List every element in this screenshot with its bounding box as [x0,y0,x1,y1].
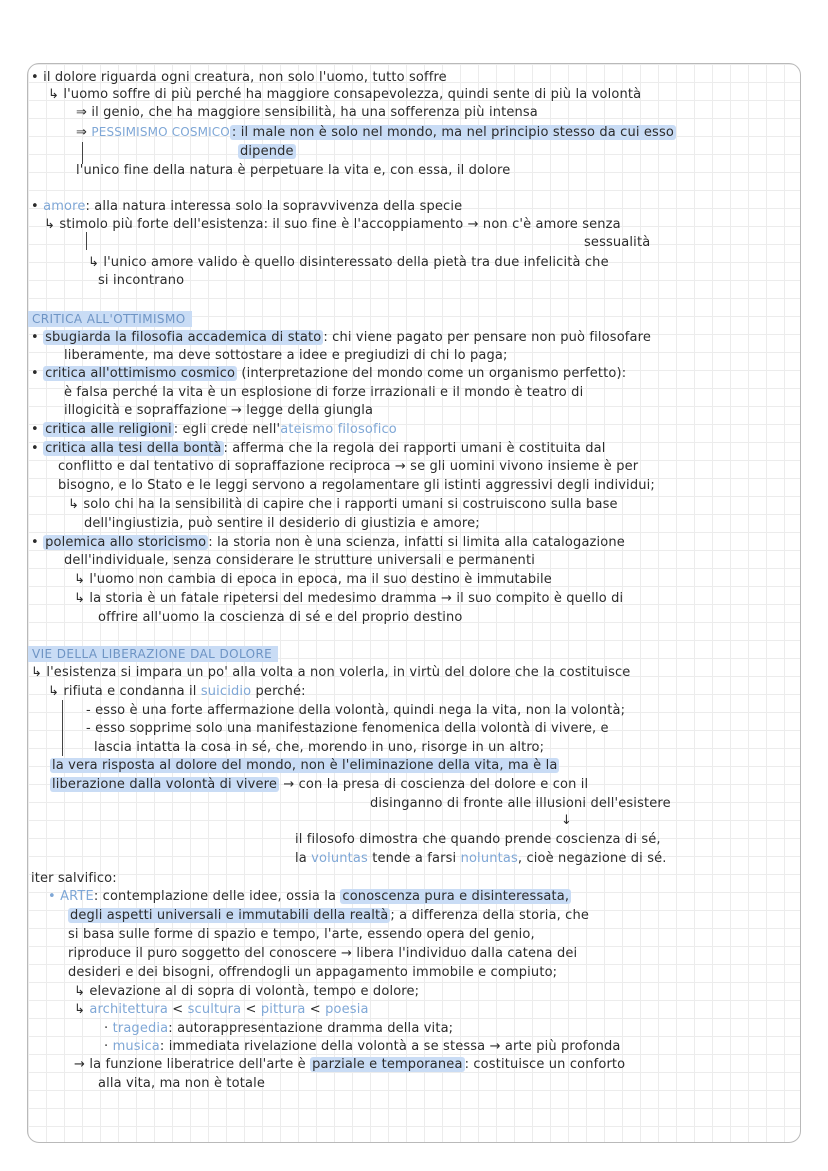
note-line: liberamente, ma deve sottostare a idee e pregiudizi di chi lo paga; [64,348,508,363]
note-line: • amore: alla natura interessa solo la sopravvivenza della specie [31,199,463,214]
note-line: il filosofo dimostra che quando prende coscienza di sé, [295,832,661,847]
note-line: si incontrano [98,273,185,288]
note-line: desideri e dei bisogni, offrendogli un appagamento immobile e compiuto; [68,965,558,980]
notes-page [27,63,801,1143]
note-line: sessualità [584,235,651,250]
highlight: sbugiarda la filosofia accademica di stato [45,330,322,345]
note-line: • critica alla tesi della bontà : afferma che la regola dei rapporti umani è costituita dal [31,441,606,456]
highlight: polemica allo storicismo [45,535,207,550]
term-tragedia: tragedia [112,1021,169,1036]
note-line: disinganno di fronte alle illusioni dell'esistere [370,796,671,811]
note-line: • sbugiarda la filosofia accademica di stato : chi viene pagato per pensare non può filosofare [31,330,651,345]
note-line: degli aspetti universali e immutabili della realtà ; a differenza della storia, che [70,908,589,923]
note-line: alla vita, ma non è totale [98,1076,266,1091]
highlight: conoscenza pura e disinteressata, [342,889,570,904]
note-line: ↳ l'uomo non cambia di epoca in epoca, ma il suo destino è immutabile [74,572,552,587]
note-line: ⇒ il genio, che ha maggiore sensibilità, ha una sofferenza più intensa [76,105,538,120]
note-line: illogicità e sopraffazione → legge della giungla [64,403,374,418]
term-architettura: architettura [89,1002,168,1017]
term-pessimismo: PESSIMISMO COSMICO [91,125,230,139]
note-line: ↳ rifiuta e condanna il suicidio perché: [48,684,306,699]
note-line: • il dolore riguarda ogni creatura, non solo l'uomo, tutto soffre [31,70,447,85]
note-line: • polemica allo storicismo : la storia non è una scienza, infatti si limita alla catalogazione [31,535,625,550]
note-line: - esso è una forte affermazione della volontà, quindi nega la vita, non la volontà; [86,703,626,718]
note-line: bisogno, e lo Stato e le leggi servono a regolamentare gli istinti aggressivi degli individui; [58,478,655,493]
highlight: dipende [240,144,294,159]
note-line: • ARTE: contemplazione delle idee, ossia la conoscenza pura e disinteressata, [48,889,570,904]
note-line: ↳ l'uomo soffre di più perché ha maggiore consapevolezza, quindi sente di più la volontà [48,87,642,102]
section-title: iter salvifico: [31,871,117,886]
note-line: ↳ l'esistenza si impara un po' alla volta a non volerla, in virtù del dolore che la costituisce [31,665,631,680]
term-pittura: pittura [260,1002,306,1017]
note-line: è falsa perché la vita è un esplosione di forze irrazionali e il mondo è teatro di [64,385,584,400]
heading-critica: CRITICA ALL'OTTIMISMO [27,311,192,327]
arrow-line [86,232,87,250]
note-line: - esso sopprime solo una manifestazione fenomenica della volontà di vivere, e [86,721,609,736]
note-line: la voluntas tende a farsi noluntas, cioè negazione di sé. [295,851,667,866]
note-line: ↳ stimolo più forte dell'esistenza: il suo fine è l'accoppiamento → non c'è amore senza [44,217,621,232]
note-line: ↳ l'unico amore valido è quello disinteressato della pietà tra due infelicità che [88,255,609,270]
note-line: • critica alle religioni : egli crede nell'ateismo filosofico [31,422,397,437]
highlight: parziale e temporanea [312,1057,463,1072]
note-line: si basa sulle forme di spazio e tempo, l'arte, essendo opera del genio, [68,927,535,942]
note-line: · musica: immediata rivelazione della volontà a se stessa → arte più profonda [104,1039,621,1054]
highlight: : il male non è solo nel mondo, ma nel principio stesso da cui esso [231,125,675,140]
note-line: lascia intatta la cosa in sé, che, morendo in uno, risorge in un altro; [94,740,545,755]
heading-vie-liberazione: VIE DELLA LIBERAZIONE DAL DOLORE [27,646,278,662]
note-line: conflitto e dal tentativo di sopraffazione reciproca → se gli uomini vivono insieme è per [58,459,639,474]
highlight: critica alle religioni [45,422,172,437]
term-poesia: poesia [325,1002,369,1017]
note-line [76,124,676,141]
highlight: critica alla tesi della bontà [45,441,222,456]
arrow: ⇒ [76,125,92,140]
down-arrow-line [62,700,63,756]
term-arte: • ARTE [48,889,94,904]
term-musica: musica [112,1039,160,1054]
term-noluntas: noluntas [460,851,518,866]
note-line: ↳ elevazione al di sopra di volontà, tempo e dolore; [74,984,420,999]
note-line: • critica all'ottimismo cosmico (interpretazione del mondo come un organismo perfetto): [31,366,627,381]
down-arrow: ↓ [561,813,573,828]
highlight: la vera risposta al dolore del mondo, non è l'eliminazione della vita, ma è la [52,758,558,773]
note-line: ↳ la storia è un fatale ripetersi del medesimo dramma → il suo compito è quello di [74,591,624,606]
term-scultura: scultura [187,1002,242,1017]
note-line: riproduce il puro soggetto del conoscere → libera l'individuo dalla catena dei [68,946,578,961]
note-line: ↳ architettura < scultura < pittura < poesia [74,1002,369,1017]
note-line: offrire all'uomo la coscienza di sé e del proprio destino [98,610,463,625]
highlight: degli aspetti universali e immutabili della realtà [70,908,389,923]
down-arrow-line [82,142,83,164]
term-amore: amore [43,199,86,214]
term-ateismo: ateismo filosofico [280,422,397,437]
note-line: liberazione dalla volontà di vivere → con la presa di coscienza del dolore e con il [52,777,589,792]
note-line: · tragedia: autorappresentazione dramma della vita; [104,1021,454,1036]
term-voluntas: voluntas [311,851,368,866]
note-line: l'unico fine della natura è perpetuare la vita e, con essa, il dolore [76,163,511,178]
note-line: dell'ingiustizia, può sentire il desiderio di giustizia e amore; [84,516,480,531]
highlight: critica all'ottimismo cosmico [45,366,236,381]
note-line: → la funzione liberatrice dell'arte è parziale e temporanea : costituisce un conforto [74,1057,626,1072]
highlight: liberazione dalla volontà di vivere [52,777,278,792]
note-line: dell'individuale, senza considerare le strutture universali e permanenti [64,553,535,568]
note-line: ↳ solo chi ha la sensibilità di capire che i rapporti umani si costruiscono sulla base [68,497,618,512]
term-suicidio: suicidio [200,684,252,699]
